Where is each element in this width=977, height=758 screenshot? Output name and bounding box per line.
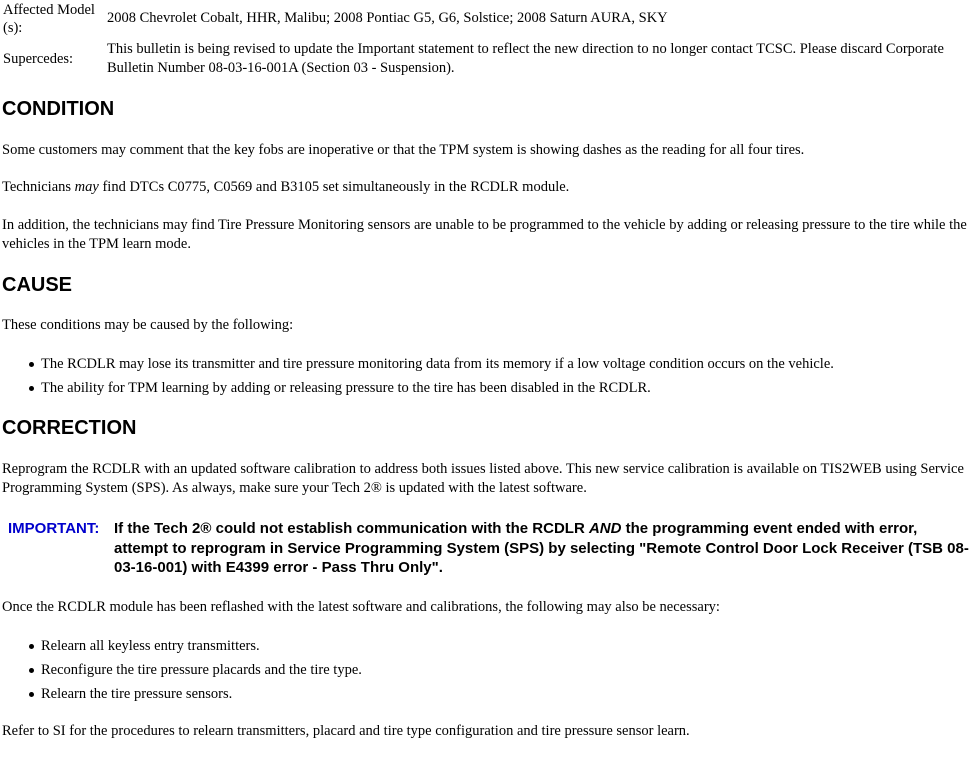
condition-p2-before: Technicians	[2, 179, 75, 195]
condition-heading: CONDITION	[2, 98, 115, 120]
correction-paragraph-3: Refer to SI for the procedures to relearn transmitters, placard and tire type configuration and tire pressure sensor learn.	[2, 723, 690, 739]
cause-list-item: The ability for TPM learning by adding or releasing pressure to the tire has been disabled in the RCDLR.	[0, 376, 834, 400]
condition-paragraph-3: In addition, the technicians may find Tire Pressure Monitoring sensors are unable to be programmed to the vehicle by adding or releasing pressure to the tire while the vehicles in the TPM learn mode.	[2, 217, 967, 252]
supercedes-label: Supercedes:	[3, 51, 74, 67]
important-text	[114, 519, 974, 578]
cause-list-item: The RCDLR may lose its transmitter and tire pressure monitoring data from its memory if a low voltage condition occurs on the vehicle.	[0, 352, 834, 376]
important-emphasis: AND	[588, 520, 622, 537]
affected-model-value: 2008 Chevrolet Cobalt, HHR, Malibu; 2008 Pontiac G5, G6, Solstice; 2008 Saturn AURA, SKY	[107, 10, 668, 26]
correction-paragraph-2: Once the RCDLR module has been reflashed with the latest software and calibrations, the following may also be necessary:	[2, 599, 720, 615]
cause-heading: CAUSE	[2, 274, 73, 296]
condition-p2-after: find DTCs C0775, C0569 and B3105 set simultaneously in the RCDLR module.	[98, 179, 570, 195]
correction-list	[0, 634, 362, 706]
cause-intro: These conditions may be caused by the following:	[2, 317, 294, 333]
important-after: the programming event ended with error, attempt to reprogram in Service Programming System (SPS) by selecting "Remote Control Door Lock Receiver (TSB 08-03-16-001) with E4399 error - Pass Thru Only".	[114, 520, 969, 576]
condition-paragraph-2	[2, 178, 974, 197]
condition-paragraph-1: Some customers may comment that the key fobs are inoperative or that the TPM system is showing dashes as the reading for all four tires.	[2, 142, 805, 158]
affected-model-label: Affected Model (s):	[3, 2, 95, 36]
cause-list	[0, 352, 834, 400]
important-label: IMPORTANT:	[8, 520, 100, 537]
supercedes-value: This bulletin is being revised to update the Important statement to reflect the new direction to no longer contact TCSC. Please discard Corporate Bulletin Number 08-03-16-001A (Section 03 - Suspension).	[107, 41, 944, 76]
correction-heading: CORRECTION	[2, 417, 137, 439]
correction-list-item: Relearn all keyless entry transmitters.	[0, 634, 362, 658]
important-before: If the Tech 2® could not establish communication with the RCDLR	[114, 520, 589, 537]
correction-list-item: Reconfigure the tire pressure placards and the tire type.	[0, 658, 362, 682]
correction-paragraph-1: Reprogram the RCDLR with an updated software calibration to address both issues listed above. This new service calibration is available on TIS2WEB using Service Programming System (SPS). As always, make sure your Tech 2® is updated with the latest software.	[2, 461, 964, 496]
correction-list-item: Relearn the tire pressure sensors.	[0, 682, 362, 706]
condition-p2-emphasis: may	[74, 179, 99, 195]
